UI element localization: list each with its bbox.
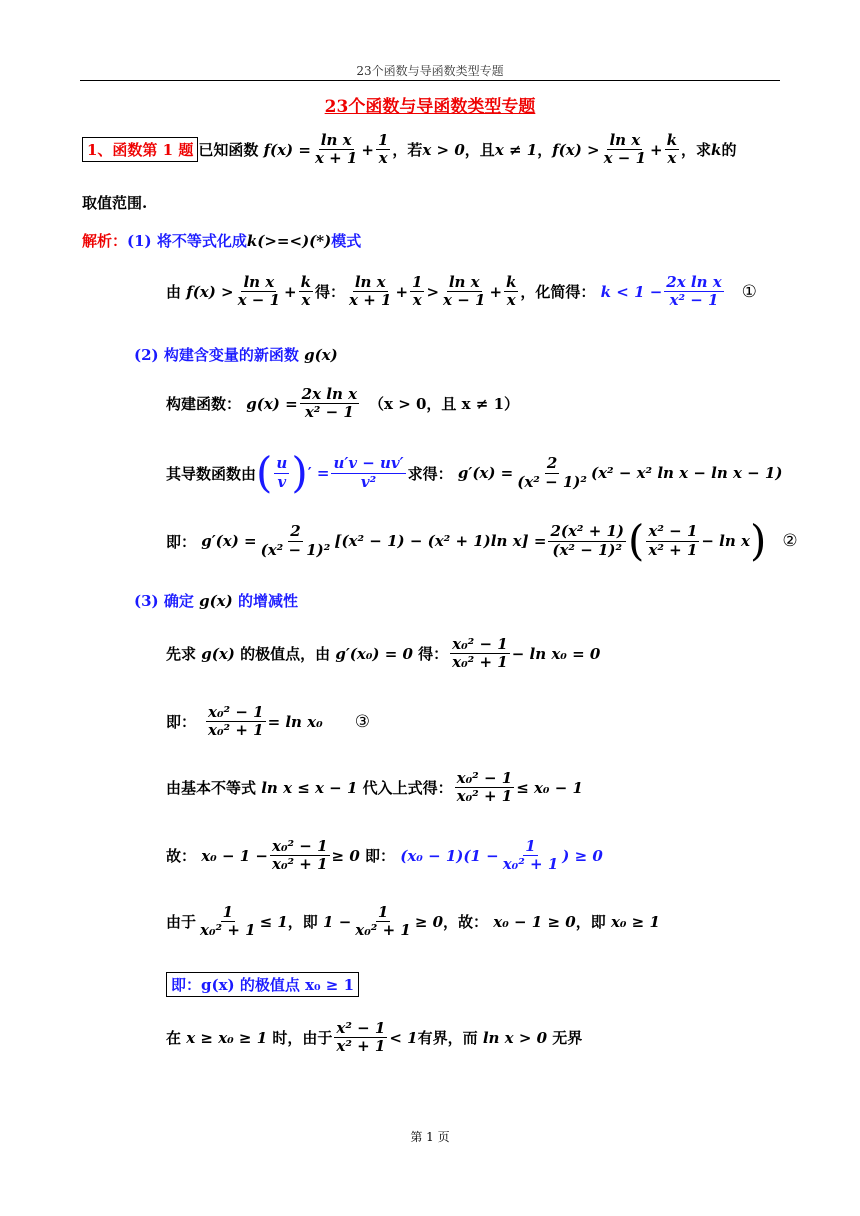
problem-line-2: 取值范围. — [82, 194, 148, 212]
marker-1: ① — [741, 281, 757, 302]
therefore-line: 故： x₀ − 1 − $\frac{\text{x₀² − 1}}{\text{x₀² + 1}}$ ≥ 0 即： (x₀ − 1)(1 − $\frac{1}{\text{x₀² + 1}}$ ) ≥ 0 — [166, 837, 603, 874]
header-rule — [80, 80, 780, 81]
since-line: 由于 $\frac{1}{\text{x₀² + 1}}$ ≤ 1 ，即 1 − $\frac{1}{\text{x₀² + 1}}$ ≥ 0 ，故： x₀ − 1 ≥ 0 ，即 x₀ ≥ 1 — [166, 903, 660, 940]
page-header: 23个函数与导函数类型专题 — [356, 64, 504, 78]
analysis-step1: 解析： (1) 将不等式化成 k(>=<)(*) 模式 — [82, 231, 362, 250]
page-footer: 第 1 页 — [410, 1130, 450, 1144]
problem-label: 1、函数第 1 题 — [82, 137, 198, 162]
marker-2: ② — [782, 531, 798, 551]
marker-3: ③ — [354, 711, 370, 732]
construct-function: 构建函数： g(x) = $\frac{\text{2x ln x}}{\text{x² − 1}}$ （x > 0，且 x ≠ 1） — [166, 385, 520, 422]
analysis-label: 解析： — [82, 232, 128, 250]
derivative-simplified: 即： g′(x) = $\frac{2}{\text{(x² − 1)²}}$ [(x² − 1) − (x² + 1)ln x] = $\frac{\text{2(x² + 1)}}{\text{(x² − 1)²}}$ ( $\frac{\text{x² − 1}}{\text{x² + 1}}$ − ln x ) ② — [166, 516, 798, 565]
basic-inequality-line: 由基本不等式 ln x ≤ x − 1 代入上式得： $\frac{\text{x₀² − 1}}{\text{x₀² + 1}}$ ≤ x₀ − 1 — [166, 769, 583, 806]
extreme-point-line: 先求 g(x) 的极值点，由 g′(x₀) = 0 得： $\frac{\text{x₀² − 1}}{\text{x₀² + 1}}$ − ln x₀ = 0 — [166, 635, 601, 672]
step1-derivation: 由 f(x) > $\frac{\text{ln x}}{x - 1}$ + $\frac{k}{x}$ 得： $\frac{\text{ln x}}{x + 1}$ + $\frac{1}{x}$ > $\frac{\text{ln x}}{x - 1}$ + $\frac{k}{x}$ ，化简得： k < 1 − $\frac{\text{2x ln x}}{\text{x² − 1}}$ ① — [166, 273, 757, 310]
equation-3: 即： $\frac{\text{x₀² − 1}}{\text{x₀² + 1}}$ = ln x₀ ③ — [166, 703, 370, 740]
problem-line: 1、函数第 1 题 已知函数 f(x) = $\frac{\text{ln x}}{x + 1}$ + $\frac{1}{x}$ ，若 x > 0 ，且 x ≠ 1 ， f(x) > $\frac{\text{ln x}}{x - 1}$ + $\frac{k}{x}$ ，求 k 的 — [82, 132, 736, 168]
page-title: 23个函数与导函数类型专题 — [324, 97, 536, 117]
derivative-line: 其导数函数由 ( $\frac{u}{v}$ ) ′ = $\frac{u'v - uv'}{\text{v²}}$ 求得： g′(x) = $\frac{2}{\text{(x² − 1)²}}$ (x² − x² ln x − ln x − 1) — [166, 448, 783, 497]
problem-text: 已知函数 — [198, 141, 259, 160]
boundedness-line: 在 x ≥ x₀ ≥ 1 时，由于 $\frac{\text{x² − 1}}{\text{x² + 1}}$ < 1 有界，而 ln x > 0 无界 — [166, 1019, 583, 1056]
conclusion-box: 即：g(x) 的极值点 x₀ ≥ 1 — [166, 972, 359, 997]
analysis-step3: (3) 确定 g(x) 的增减性 — [134, 591, 298, 610]
analysis-step2: (2) 构建含变量的新函数 g(x) — [134, 345, 338, 364]
